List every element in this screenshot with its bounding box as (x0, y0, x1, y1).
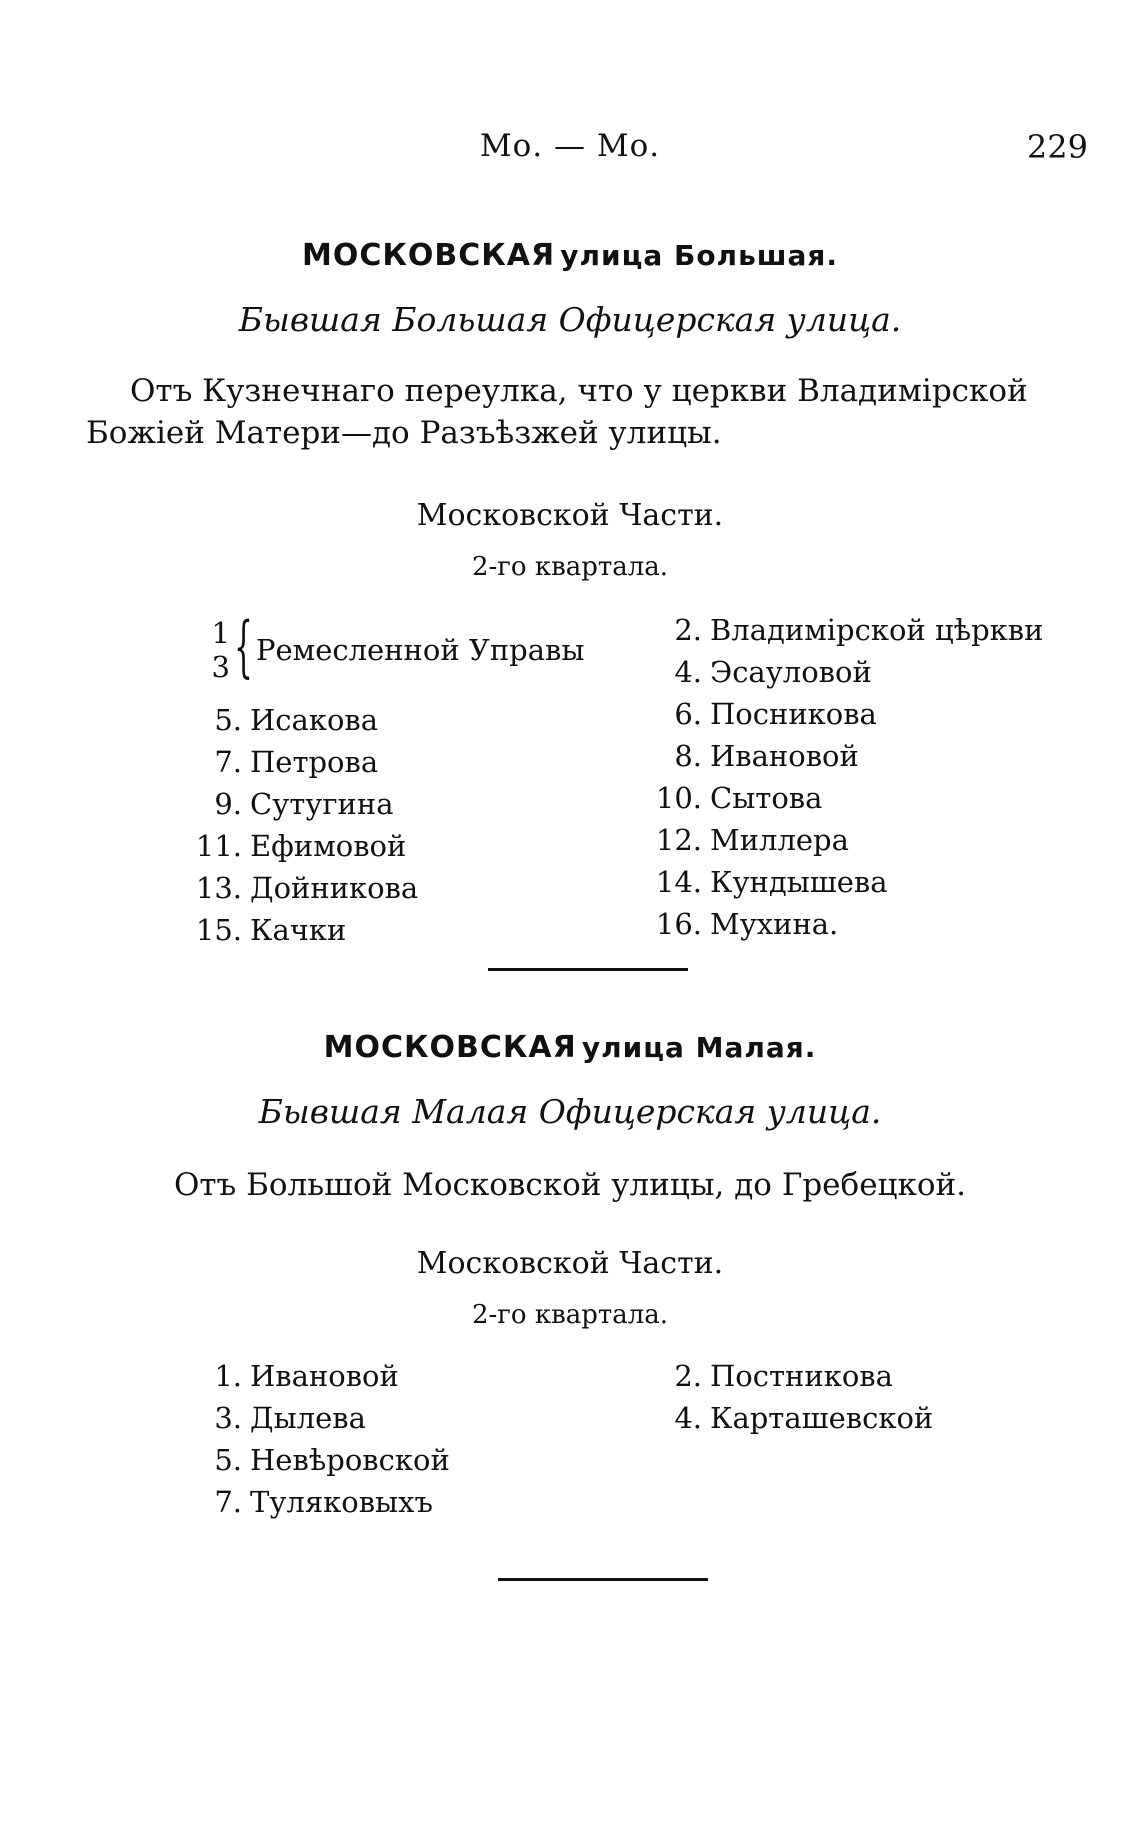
section1-title (0, 238, 1140, 273)
section1-route-line2: Божіей Матери—до Разъѣзжей улицы. (86, 415, 722, 451)
section1-quarter: 2-го квартала. (471, 552, 669, 582)
section1-title-rest: улица Большая. (560, 239, 839, 272)
section1-subtitle: Бывшая Большая Офицерская улица. (238, 300, 902, 339)
list-item: 1. Ивановой (214, 1359, 399, 1393)
section1-route-line1: Отъ Кузнечнаго переулка, что у церкви Владимірской (130, 373, 1028, 409)
page-number: 229 (1026, 128, 1088, 166)
section2-route-line1: Отъ Большой Московской улицы, до Гребецкой. (173, 1167, 967, 1203)
brace-number: 3 (211, 650, 230, 684)
list-item: 14. Кундышева (655, 865, 888, 899)
list-item: 16. Мухина. (655, 907, 839, 941)
list-item: 7. Петрова (214, 745, 379, 779)
list-item: 4. Эсауловой (674, 655, 872, 689)
curly-brace-icon: { (234, 608, 253, 685)
section2-title-rest: улица Малая. (581, 1031, 817, 1064)
list-item: 9. Сутугина (214, 787, 394, 821)
list-item: 5. Исакова (214, 703, 379, 737)
list-item: 11. Ефимовой (195, 829, 407, 863)
list-item: 2. Владимірской цѣркви (674, 613, 1044, 647)
list-item: 4. Карташевской (674, 1401, 934, 1435)
section2-title (0, 1030, 1140, 1065)
list-item: 10. Сытова (655, 781, 823, 815)
list-item: 12. Миллера (655, 823, 849, 857)
brace-number: 1 (211, 616, 230, 650)
section1-title-caps: МОСКОВСКАЯ (301, 238, 556, 273)
section1-brace-numbers (190, 616, 230, 684)
section1-part: Московской Части. (416, 498, 724, 533)
list-item: 2. Постникова (674, 1359, 893, 1393)
section2-quarter: 2-го квартала. (471, 1300, 669, 1330)
list-item: 6. Посникова (674, 697, 877, 731)
section2-subtitle: Бывшая Малая Офицерская улица. (258, 1092, 882, 1131)
list-item: 13. Дойникова (195, 871, 419, 905)
list-item: 3. Дылева (214, 1401, 366, 1435)
section2-title-caps: МОСКОВСКАЯ (323, 1030, 577, 1065)
list-item: 5. Невѣровской (214, 1443, 450, 1477)
section-divider (488, 968, 688, 971)
section-divider (498, 1578, 708, 1581)
list-item: 15. Качки (195, 913, 347, 947)
list-item: 8. Ивановой (674, 739, 859, 773)
running-head: Мо. — Мо. (479, 128, 661, 164)
section2-part: Московской Части. (416, 1246, 724, 1281)
section1-brace-name: Ремесленной Управы (256, 633, 585, 667)
list-item: 7. Туляковыхъ (214, 1485, 433, 1519)
